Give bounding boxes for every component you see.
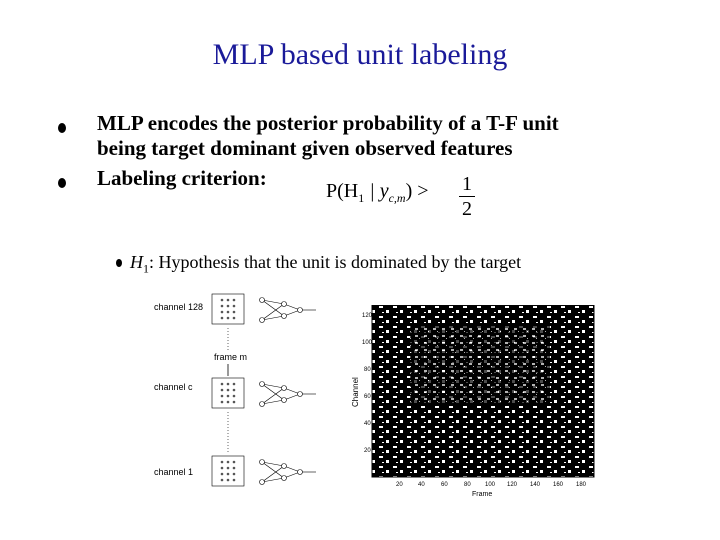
formula-fraction	[457, 173, 477, 220]
bullet-dot	[58, 178, 66, 188]
x-tick: 80	[464, 482, 471, 488]
bullet-text-line1: MLP encodes the posterior probability of a T-F unit	[97, 111, 559, 135]
y-tick: 80	[364, 367, 371, 373]
y-tick: 120	[362, 313, 373, 319]
mlp-network-bottom	[260, 460, 317, 485]
formula-mid: | y	[364, 180, 389, 202]
x-tick: 40	[418, 482, 425, 488]
bullet-text-line2: being target dominant given observed features	[97, 136, 513, 160]
x-tick-labels	[396, 482, 587, 488]
sub-bullet-text	[130, 252, 521, 277]
x-tick: 60	[441, 482, 448, 488]
mlp-network-top	[260, 298, 317, 323]
x-axis-label: Frame	[472, 491, 493, 498]
mlp-diagram	[150, 292, 350, 492]
x-tick: 100	[485, 482, 496, 488]
target-mask-spectrogram	[350, 305, 598, 500]
x-tick: 20	[396, 482, 403, 488]
sub-bullet-dot	[116, 259, 122, 267]
mlp-network-mid	[260, 382, 317, 407]
fraction-numerator: 1	[462, 173, 472, 195]
fraction-bar	[459, 196, 475, 197]
x-tick: 180	[576, 482, 587, 488]
y-axis-label: Channel	[351, 377, 360, 407]
x-tick: 120	[507, 482, 518, 488]
formula-sub1: 1	[358, 191, 365, 205]
label-frame-m: frame m	[214, 352, 248, 362]
formula-sub2: c,m	[388, 191, 406, 205]
formula-close: ) >	[405, 180, 429, 202]
formula-lhs: P(H	[326, 180, 359, 202]
fraction-denominator: 2	[462, 198, 472, 220]
mask-texture	[410, 325, 550, 405]
y-tick: 40	[364, 421, 371, 427]
hypothesis-symbol-sub: 1	[143, 261, 149, 276]
label-channel-128: channel 128	[154, 302, 204, 312]
bullet-text-labeling: Labeling criterion:	[97, 166, 267, 190]
bullet-dot	[58, 123, 66, 133]
y-tick: 20	[364, 448, 371, 454]
label-channel-1: channel 1	[154, 467, 194, 477]
label-channel-c: channel c	[154, 382, 193, 392]
y-tick: 100	[362, 340, 373, 346]
y-tick: 60	[364, 394, 371, 400]
x-tick: 140	[530, 482, 541, 488]
hypothesis-symbol: H	[130, 252, 143, 272]
x-tick: 160	[553, 482, 564, 488]
feature-block-mid	[212, 378, 244, 408]
y-tick-labels	[362, 313, 373, 454]
feature-block-bottom	[212, 456, 244, 486]
hypothesis-text: : Hypothesis that the unit is dominated by the target	[149, 252, 522, 272]
feature-block-top	[212, 294, 244, 324]
labeling-formula	[326, 180, 429, 206]
slide-title: MLP based unit labeling	[212, 38, 508, 71]
